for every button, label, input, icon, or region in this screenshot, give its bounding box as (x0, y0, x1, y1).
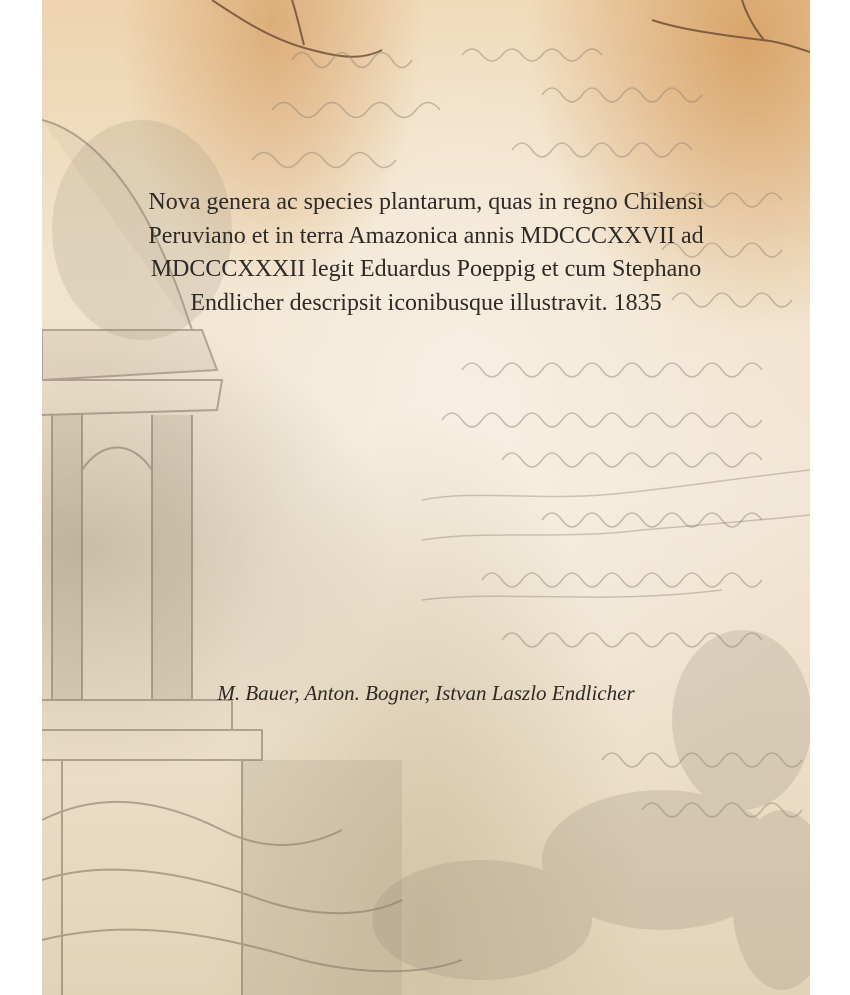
book-title: Nova genera ac species plantarum, quas in regno Chilensi Peruviano et in terra Amazonica annis MDCCCXXVII ad MDCCCXXXII legit Eduardus Poeppig et cum Stephano Endlicher descripsit iconibusque illustravit. 1835 (148, 189, 704, 316)
background-illustration (42, 0, 810, 995)
book-cover (42, 0, 810, 995)
landscape-lines (422, 470, 810, 600)
book-authors: M. Bauer, Anton. Bogner, Istvan Laszlo Endlicher (217, 681, 635, 705)
